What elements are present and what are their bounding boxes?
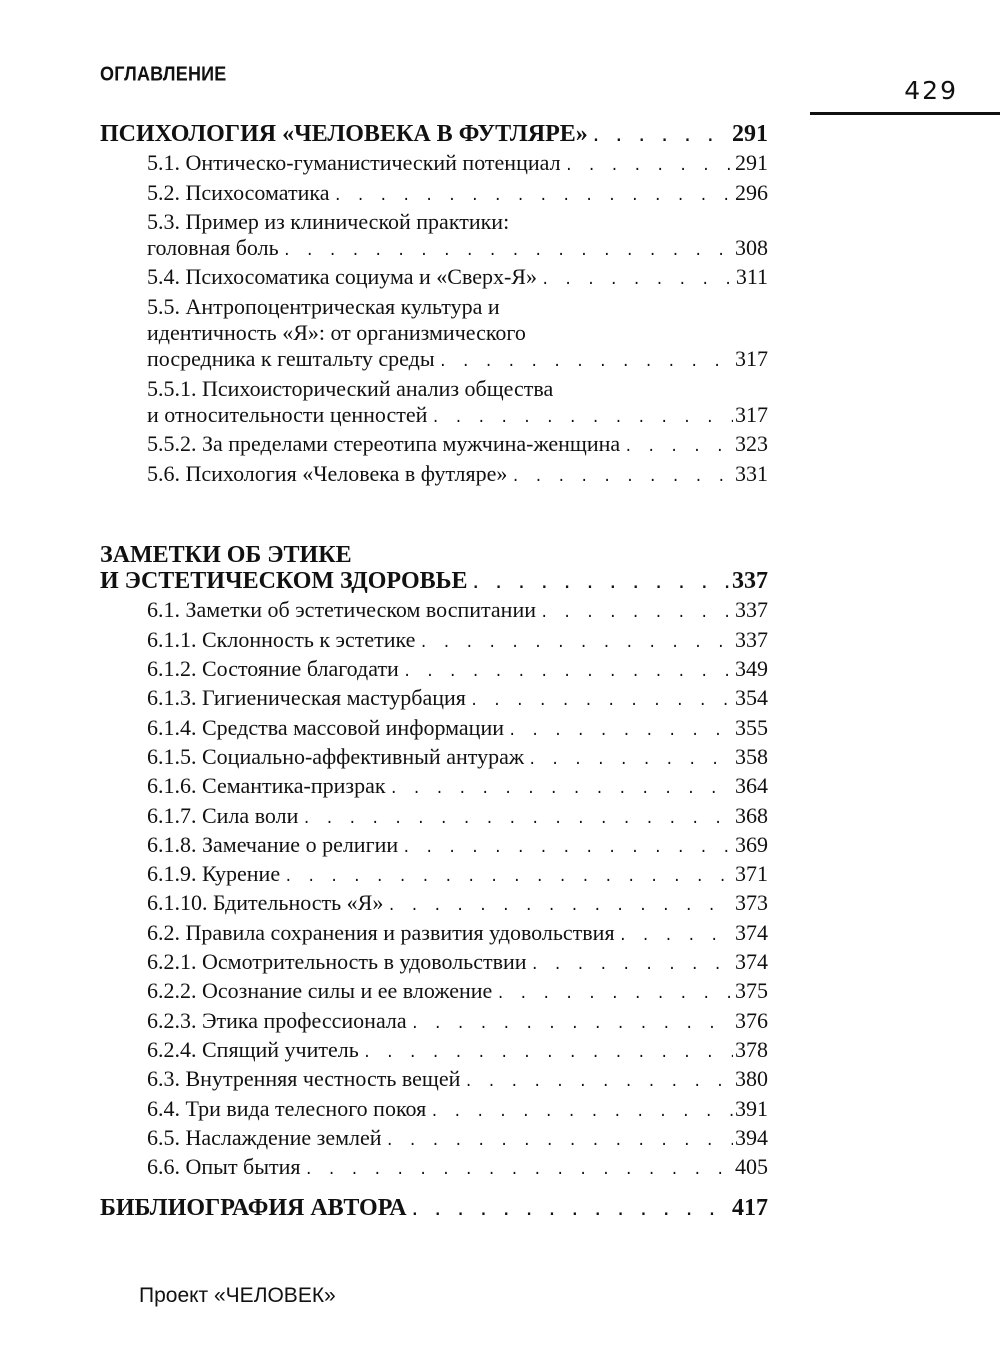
toc-entry-page: 323: [735, 431, 768, 457]
toc-entry: [100, 1125, 768, 1154]
dot-leader: [431, 405, 733, 431]
toc-entry: [100, 180, 768, 209]
toc-entry-chapter: [100, 568, 768, 597]
toc-entry-title: 5.5.2. За пределами стереотипа мужчина-женщина: [147, 431, 621, 457]
toc-entry: [100, 773, 768, 802]
dot-leader: [624, 434, 733, 460]
toc-entry: [100, 264, 768, 293]
toc-entry-title: 6.1. Заметки об эстетическом воспитании: [147, 597, 536, 623]
toc-entry-title: 6.1.6. Семантика-призрак: [147, 773, 386, 799]
toc-entry: [100, 1037, 768, 1066]
dot-leader: [411, 1011, 733, 1037]
toc-entry-title: и относительности ценностей: [147, 401, 428, 427]
toc-entry: [100, 346, 768, 375]
toc-entry: [100, 1154, 768, 1183]
toc-entry: [100, 949, 768, 978]
toc-entry: [100, 402, 768, 431]
dot-leader: [464, 1069, 733, 1095]
dot-leader: [302, 806, 733, 832]
toc-entry-page: 291: [735, 150, 768, 176]
toc-entry-title: посредника к гештальту среды: [147, 346, 435, 372]
toc-entry: [100, 978, 768, 1007]
toc-entry-page: 374: [735, 949, 768, 975]
toc-entry-page: 349: [735, 656, 768, 682]
dot-leader: [528, 747, 733, 773]
toc-entry-title: 6.1.8. Замечание о религии: [147, 831, 399, 857]
toc-entry: [100, 890, 768, 919]
dot-leader: [565, 153, 733, 179]
toc-entry-page: 373: [735, 890, 768, 916]
toc-entry-title: 6.1.10. Бдительность «Я»: [147, 890, 384, 916]
footer-project: Проект «ЧЕЛОВЕК»: [139, 1284, 336, 1307]
toc-entry-chapter: [100, 1195, 768, 1224]
dot-leader: [470, 688, 733, 714]
toc-entry: [100, 744, 768, 773]
toc-entry-title: 6.2.4. Спящий учитель: [147, 1036, 359, 1062]
toc-entry-page: 331: [735, 460, 768, 486]
toc-entry-page: 417: [732, 1195, 768, 1222]
toc-entry: [100, 832, 768, 861]
toc-entry: [100, 461, 768, 490]
toc-entry-title: 6.2. Правила сохранения и развития удовольствия: [147, 919, 615, 945]
toc-entry-title: 6.1.7. Сила воли: [147, 802, 299, 828]
dot-leader: [439, 349, 733, 375]
toc-entry-page: 369: [735, 831, 768, 857]
toc-entry-title: 5.1. Онтическо-гуманистический потенциал: [147, 150, 561, 176]
dot-leader: [363, 1040, 733, 1066]
dot-leader: [402, 835, 733, 861]
toc-entry-title: 6.1.1. Склонность к эстетике: [147, 626, 416, 652]
dot-leader: [472, 571, 731, 597]
dot-leader: [386, 1128, 733, 1154]
toc-entry-page: 337: [735, 626, 768, 652]
toc-entry-title: 5.4. Психосоматика социума и «Сверх-Я»: [147, 264, 537, 290]
dot-leader: [411, 1198, 730, 1224]
toc-entry: [100, 685, 768, 714]
dot-leader: [592, 124, 730, 150]
dot-leader: [531, 952, 733, 978]
toc-entry-title: 6.1.9. Курение: [147, 861, 281, 887]
page-number: 429: [904, 76, 958, 105]
toc-entry-page: 355: [735, 714, 768, 740]
toc-entry-title: 6.5. Наслаждение землей: [147, 1124, 382, 1150]
toc-entry-page: 371: [735, 861, 768, 887]
toc-entry-title: 5.6. Психология «Человека в футляре»: [147, 460, 508, 486]
toc-entry-page: 308: [735, 235, 768, 261]
toc-entry-title: БИБЛИОГРАФИЯ АВТОРА: [100, 1195, 407, 1222]
toc-entry-title: И ЭСТЕТИЧЕСКОМ ЗДОРОВЬЕ: [100, 568, 468, 595]
toc-entry-page: 391: [735, 1095, 768, 1121]
dot-leader: [496, 981, 733, 1007]
dot-leader: [403, 659, 733, 685]
toc-entry-title: 6.4. Три вида телесного покоя: [147, 1095, 427, 1121]
toc-entry-line: 5.3. Пример из клинической практики:: [147, 208, 510, 234]
dot-leader: [333, 183, 733, 209]
toc-entry: [100, 150, 768, 179]
toc-entry-title: 6.2.1. Осмотрительность в удовольствии: [147, 949, 527, 975]
toc-entry-page: 376: [735, 1007, 768, 1033]
toc-entry-page: 375: [735, 978, 768, 1004]
toc-entry-page: 296: [735, 179, 768, 205]
toc-entry-page: 405: [735, 1154, 768, 1180]
toc-entry: [100, 656, 768, 685]
toc-entry: [100, 920, 768, 949]
toc-entry-page: 358: [735, 743, 768, 769]
toc-entry-title: 6.1.2. Состояние благодати: [147, 656, 399, 682]
toc-entry: [100, 597, 768, 626]
dot-leader: [387, 893, 733, 919]
toc-entry-title: головная боль: [147, 235, 279, 261]
running-head: ОГЛАВЛЕНИЕ: [100, 62, 227, 85]
toc-entry-page: 317: [735, 346, 768, 372]
toc-entry-page: 317: [735, 401, 768, 427]
toc-entry-title: 6.2.3. Этика профессионала: [147, 1007, 407, 1033]
toc-entry-chapter: [100, 121, 768, 150]
toc-entry-title: 6.3. Внутренняя честность вещей: [147, 1066, 461, 1092]
toc-entry: [100, 715, 768, 744]
dot-leader: [305, 1157, 733, 1183]
dot-leader: [430, 1099, 733, 1125]
dot-leader: [284, 864, 733, 890]
toc-entry-title: 5.2. Психосоматика: [147, 179, 330, 205]
toc-entry-line: 5.5. Антропоцентрическая культура и: [147, 293, 500, 319]
toc-entry: [100, 1008, 768, 1037]
table-of-contents: [100, 121, 768, 1225]
toc-entry: [100, 431, 768, 460]
toc-entry-page: 291: [732, 121, 768, 147]
toc-entry-page: 337: [732, 568, 768, 595]
toc-entry-title: 6.1.3. Гигиеническая мастурбация: [147, 685, 466, 711]
toc-entry-page: 364: [735, 773, 768, 799]
toc-entry-page: 374: [735, 919, 768, 945]
toc-entry: [100, 235, 768, 264]
toc-entry-page: 311: [735, 264, 768, 290]
dot-leader: [540, 600, 733, 626]
toc-entry-page: 368: [735, 802, 768, 828]
dot-leader: [283, 238, 733, 264]
toc-entry: [100, 1066, 768, 1095]
toc-entry-title: 6.1.5. Социально-аффективный антураж: [147, 743, 525, 769]
toc-entry-title: ПСИХОЛОГИЯ «ЧЕЛОВЕКА В ФУТЛЯРЕ»: [100, 121, 588, 147]
toc-entry-title: 6.6. Опыт бытия: [147, 1154, 301, 1180]
dot-leader: [419, 630, 733, 656]
toc-entry-page: 354: [735, 685, 768, 711]
dot-leader: [511, 464, 733, 490]
toc-entry: [100, 861, 768, 890]
dot-leader: [508, 718, 733, 744]
toc-entry: [100, 803, 768, 832]
toc-entry-line: 5.5.1. Психоисторический анализ общества: [147, 375, 554, 401]
toc-entry-page: 337: [735, 597, 768, 623]
toc-entry-page: 378: [735, 1036, 768, 1062]
header-rule: [810, 112, 1000, 115]
toc-entry-line: ЗАМЕТКИ ОБ ЭТИКЕ: [100, 541, 352, 568]
toc-entry-line: идентичность «Я»: от организмического: [147, 320, 526, 346]
toc-entry: [100, 627, 768, 656]
dot-leader: [619, 923, 733, 949]
dot-leader: [390, 776, 733, 802]
toc-entry-title: 6.1.4. Средства массовой информации: [147, 714, 504, 740]
dot-leader: [541, 267, 734, 293]
toc-entry: [100, 1096, 768, 1125]
toc-entry-page: 380: [735, 1066, 768, 1092]
toc-entry-title: 6.2.2. Осознание силы и ее вложение: [147, 978, 493, 1004]
toc-entry-page: 394: [735, 1124, 768, 1150]
